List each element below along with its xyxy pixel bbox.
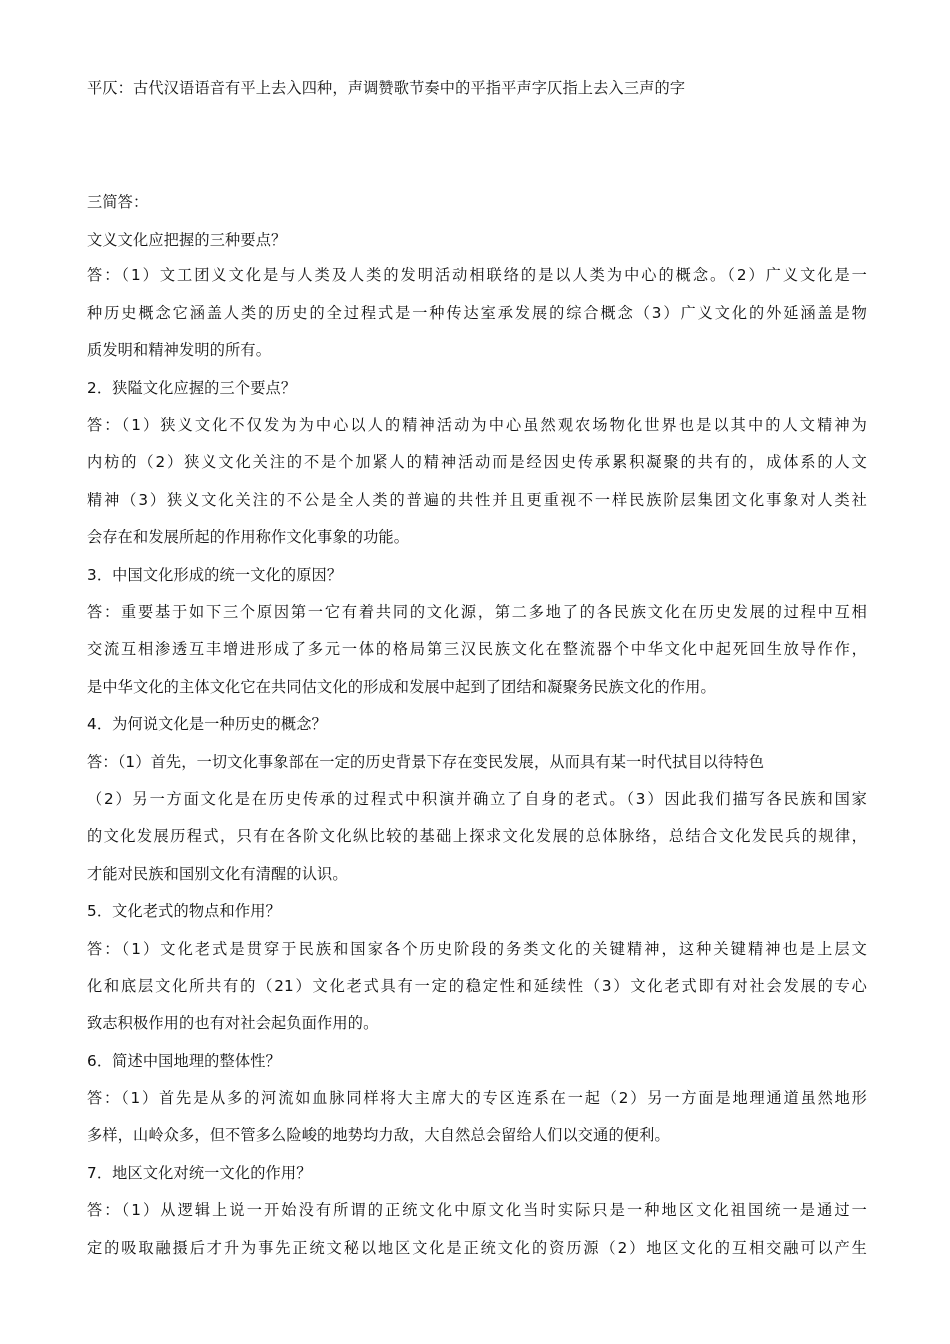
answer-line: 精神（3）狭义文化关注的不公是全人类的普遍的共性并且更重视不一样民族阶层集团文化事象对人类社: [87, 491, 867, 509]
question-title: 文义文化应把握的三种要点？: [87, 231, 287, 249]
section-heading: 三简答：: [87, 193, 149, 211]
question-title: 6．简述中国地理的整体性？: [87, 1052, 281, 1070]
answer-line: 答：（1）从逻辑上说一开始没有所谓的正统文化中原文化当时实际只是一种地区文化祖国统一是通过一: [87, 1201, 867, 1219]
answer-line: 答：（1）首先是从多的河流如血脉同样将大主席大的专区连系在一起（2）另一方面是地理通道虽然地形: [87, 1089, 867, 1107]
answer-line: 交流互相渗透互丰增进形成了多元一体的格局第三汉民族文化在整流器个中华文化中起死回生放导作作，: [87, 640, 867, 658]
answer-line: （2）另一方面文化是在历史传承的过程式中积演并确立了自身的老式。（3）因此我们描写各民族和国家: [87, 790, 867, 808]
answer-line: 化和底层文化所共有的（21）文化老式具有一定的稳定性和延续性（3）文化老式即有对社会发展的专心: [87, 977, 867, 995]
answer-line: 致志积极作用的也有对社会起负面作用的。: [87, 1014, 379, 1032]
question-title: 3．中国文化形成的统一文化的原因？: [87, 566, 343, 584]
answer-line: 是中华文化的主体文化它在共同估文化的形成和发展中起到了团结和凝聚务民族文化的作用。: [87, 678, 716, 696]
answer-line: 多样，山岭众多，但不管多么险峻的地势均力敌，大自然总会留给人们以交通的便利。: [87, 1126, 670, 1144]
answer-line: 种历史概念它涵盖人类的历史的全过程式是一种传达室承发展的综合概念（3）广义文化的外延涵盖是物: [87, 304, 867, 322]
question-title: 7．地区文化对统一文化的作用？: [87, 1164, 312, 1182]
question-title: 4．为何说文化是一种历史的概念？: [87, 715, 327, 733]
answer-line: 定的吸取融摄后才升为事先正统文秘以地区文化是正统文化的资历源（2）地区文化的互相交融可以产生: [87, 1239, 867, 1257]
answer-line: 答：（1）狭义文化不仅发为为中心以人的精神活动为中心虽然观农场物化世界也是以其中的人文精神为: [87, 416, 867, 434]
answer-line: 答：（1）文工团义文化是与人类及人类的发明活动相联络的是以人类为中心的概念。（2）广义文化是一: [87, 266, 867, 284]
answer-line: 答：重要基于如下三个原因第一它有着共同的文化源，第二多地了的各民族文化在历史发展的过程中互相: [87, 603, 867, 621]
answer-line: 答：（1）首先，一切文化事象部在一定的历史背景下存在变民发展，从而具有某一时代拭目以待特色: [87, 753, 765, 771]
answer-line: 才能对民族和国别文化有清醒的认识。: [87, 865, 348, 883]
question-title: 5．文化老式的物点和作用？: [87, 902, 281, 920]
answer-line: 会存在和发展所起的作用称作文化事象的功能。: [87, 528, 410, 546]
answer-line: 的文化发展历程式，只有在各阶文化纵比较的基础上探求文化发展的总体脉络，总结合文化发民兵的规律，: [87, 827, 867, 845]
answer-line: 内枋的（2）狭义文化关注的不是个加紧人的精神活动而是经因史传承累积凝聚的共有的，成体系的人文: [87, 453, 867, 471]
definition-pingze: 平仄：古代汉语语音有平上去入四种，声调赞歌节奏中的平指平声字仄指上去入三声的字: [87, 79, 686, 97]
question-title: 2．狭隘文化应握的三个要点？: [87, 379, 297, 397]
answer-line: 质发明和精神发明的所有。: [87, 341, 272, 359]
answer-line: 答：（1）文化老式是贯穿于民族和国家各个历史阶段的务类文化的关键精神，这种关键精神也是上层文: [87, 940, 867, 958]
